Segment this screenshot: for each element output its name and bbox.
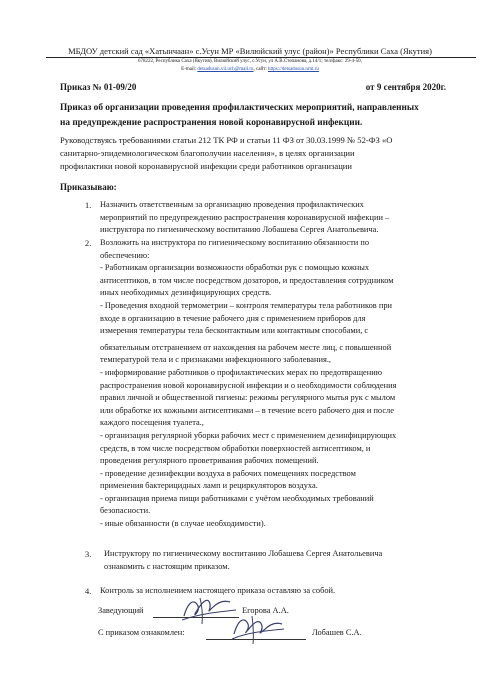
contact-line — [0, 67, 500, 72]
site-link[interactable]: https://detsadusun.nrm.ru — [268, 67, 319, 72]
site-label: , сайт: — [253, 67, 267, 72]
item-line: - Проведения входной термометрии – контроля температуры тела работников при — [100, 300, 392, 310]
intro-line: профилактики новой коронавирусной инфекции среди работников организации — [60, 161, 353, 172]
item-number: 1. — [85, 201, 92, 210]
item-line: - Работникам организации возможности обработки рук с помощью кожных — [100, 263, 370, 273]
head-name: Егорова А.А. — [242, 606, 289, 615]
order-item — [100, 199, 485, 237]
item-line: - иные обязанности (в случае необходимости). — [100, 519, 266, 529]
item-line: инструктора по гигиеническому воспитанию Лобашева Сергея Анатольевича. — [100, 225, 379, 235]
order-date: от 9 сентября 2020г. — [365, 82, 446, 92]
item-line: - организация регулярной уборки рабочих мест с применением дезинфицирующих — [100, 430, 397, 440]
item-line: входе в организацию в течение рабочего дня с применением приборов для — [100, 313, 366, 323]
item-line: Инструктору по гигиеническому воспитанию Лобашева Сергея Анатольевича — [104, 549, 383, 558]
item-line: или обработке их кожными антисептиками – в течение всего рабочего дня и после — [100, 405, 394, 415]
email-link[interactable]: detsadusun.vil.uch@mail.ru — [197, 67, 254, 72]
order-item — [100, 237, 485, 531]
item-line: обеспечению: — [100, 250, 150, 260]
order-title-line: Приказ об организации проведения профилактических мероприятий, направленных — [60, 103, 419, 113]
item-line: мероприятий по предупреждению распространения коронавирусной инфекции – — [100, 212, 390, 222]
item-line: каждого посещения туалета., — [100, 418, 204, 428]
order-title-line: на предупреждение распространения новой коронавирусной инфекции. — [60, 118, 363, 128]
item-line: - организация приема пищи работниками с учётом необходимых требований — [100, 493, 374, 503]
item-line: - проведение дезинфекции воздуха в рабочих помещениях посредством — [100, 468, 356, 478]
item-line: - информирование работников о профилактических мерах по предотвращению — [100, 367, 382, 377]
order-item — [100, 585, 485, 598]
item-line: ознакомить с настоящим приказом. — [104, 561, 230, 571]
intro-line: санитарно-эпидемиологическом благополучии населения», в целях организации — [60, 148, 355, 159]
item-line: проведения регулярного проветривания рабочих помещений. — [100, 456, 319, 466]
organization-name: МБДОУ детский сад «Хатынчаан» с.Усун МР «Вилюйский улус (район)» Республики Саха (Якутия) — [68, 46, 432, 56]
item-number: 2. — [85, 239, 92, 248]
item-number: 4. — [85, 587, 92, 596]
item-line: температурой тела и с признаками инфекционного заболевания., — [100, 355, 332, 365]
item-line: применения бактерицидных ламп и рециркуляторов воздуха. — [100, 481, 318, 491]
item-line: иных необходимых дезинфицирующих средств. — [100, 288, 272, 298]
order-number: Приказ № 01-09/20 — [60, 82, 137, 92]
acknowledgement-signature — [226, 612, 286, 651]
orders-heading: Приказываю: — [60, 182, 117, 192]
header-divider — [46, 57, 476, 58]
order-item — [104, 548, 484, 573]
item-line: Назначить ответственным за организацию проведения профилактических — [100, 200, 364, 209]
item-line: Возложить на инструктора по гигиеническому воспитанию обязанности по — [100, 238, 370, 247]
item-line: Контроль за исполнением настоящего приказа оставляю за собой. — [100, 586, 336, 595]
item-line: обязательным отстранением от нахождения на рабочем месте лиц, с повышенной — [100, 342, 392, 352]
head-signature-label: Заведующий — [98, 606, 144, 615]
item-line: измерения температуры тела бесконтактным или контактным способами, с — [100, 326, 369, 336]
item-number: 3. — [85, 550, 92, 559]
email-label: E-mail: — [181, 67, 197, 72]
intro-paragraph — [60, 134, 480, 174]
order-title — [60, 101, 480, 131]
item-line: правил личной и общественной гигиены: режимы регулярного мытья рук с мылом — [100, 393, 396, 403]
acknowledged-name: Лобашев С.А. — [312, 628, 362, 637]
item-line: средств, в том числе посредством обработки поверхностей антисептиком, и — [100, 443, 371, 453]
item-line: антисептиков, в том числе посредством дозаторов, и предоставления сотрудником — [100, 275, 394, 285]
item-line: безопасности. — [100, 506, 151, 516]
intro-line: Руководствуясь требованиями статьи 212 ТК РФ и статьи 11 ФЗ от 30.03.1999 № 52-ФЗ «О — [60, 135, 393, 145]
acknowledgement-label: С приказом ознакомлен: — [98, 628, 185, 637]
organization-address: 678222, Республика Саха (Якутия), Вилюйский улус, с.Усун, ул А.В.Степанова, д.14/1; тел/факс: 29-4-50, — [138, 59, 362, 64]
item-line: распространения новой коронавирусной инфекции и о необходимости соблюдения — [100, 380, 397, 390]
